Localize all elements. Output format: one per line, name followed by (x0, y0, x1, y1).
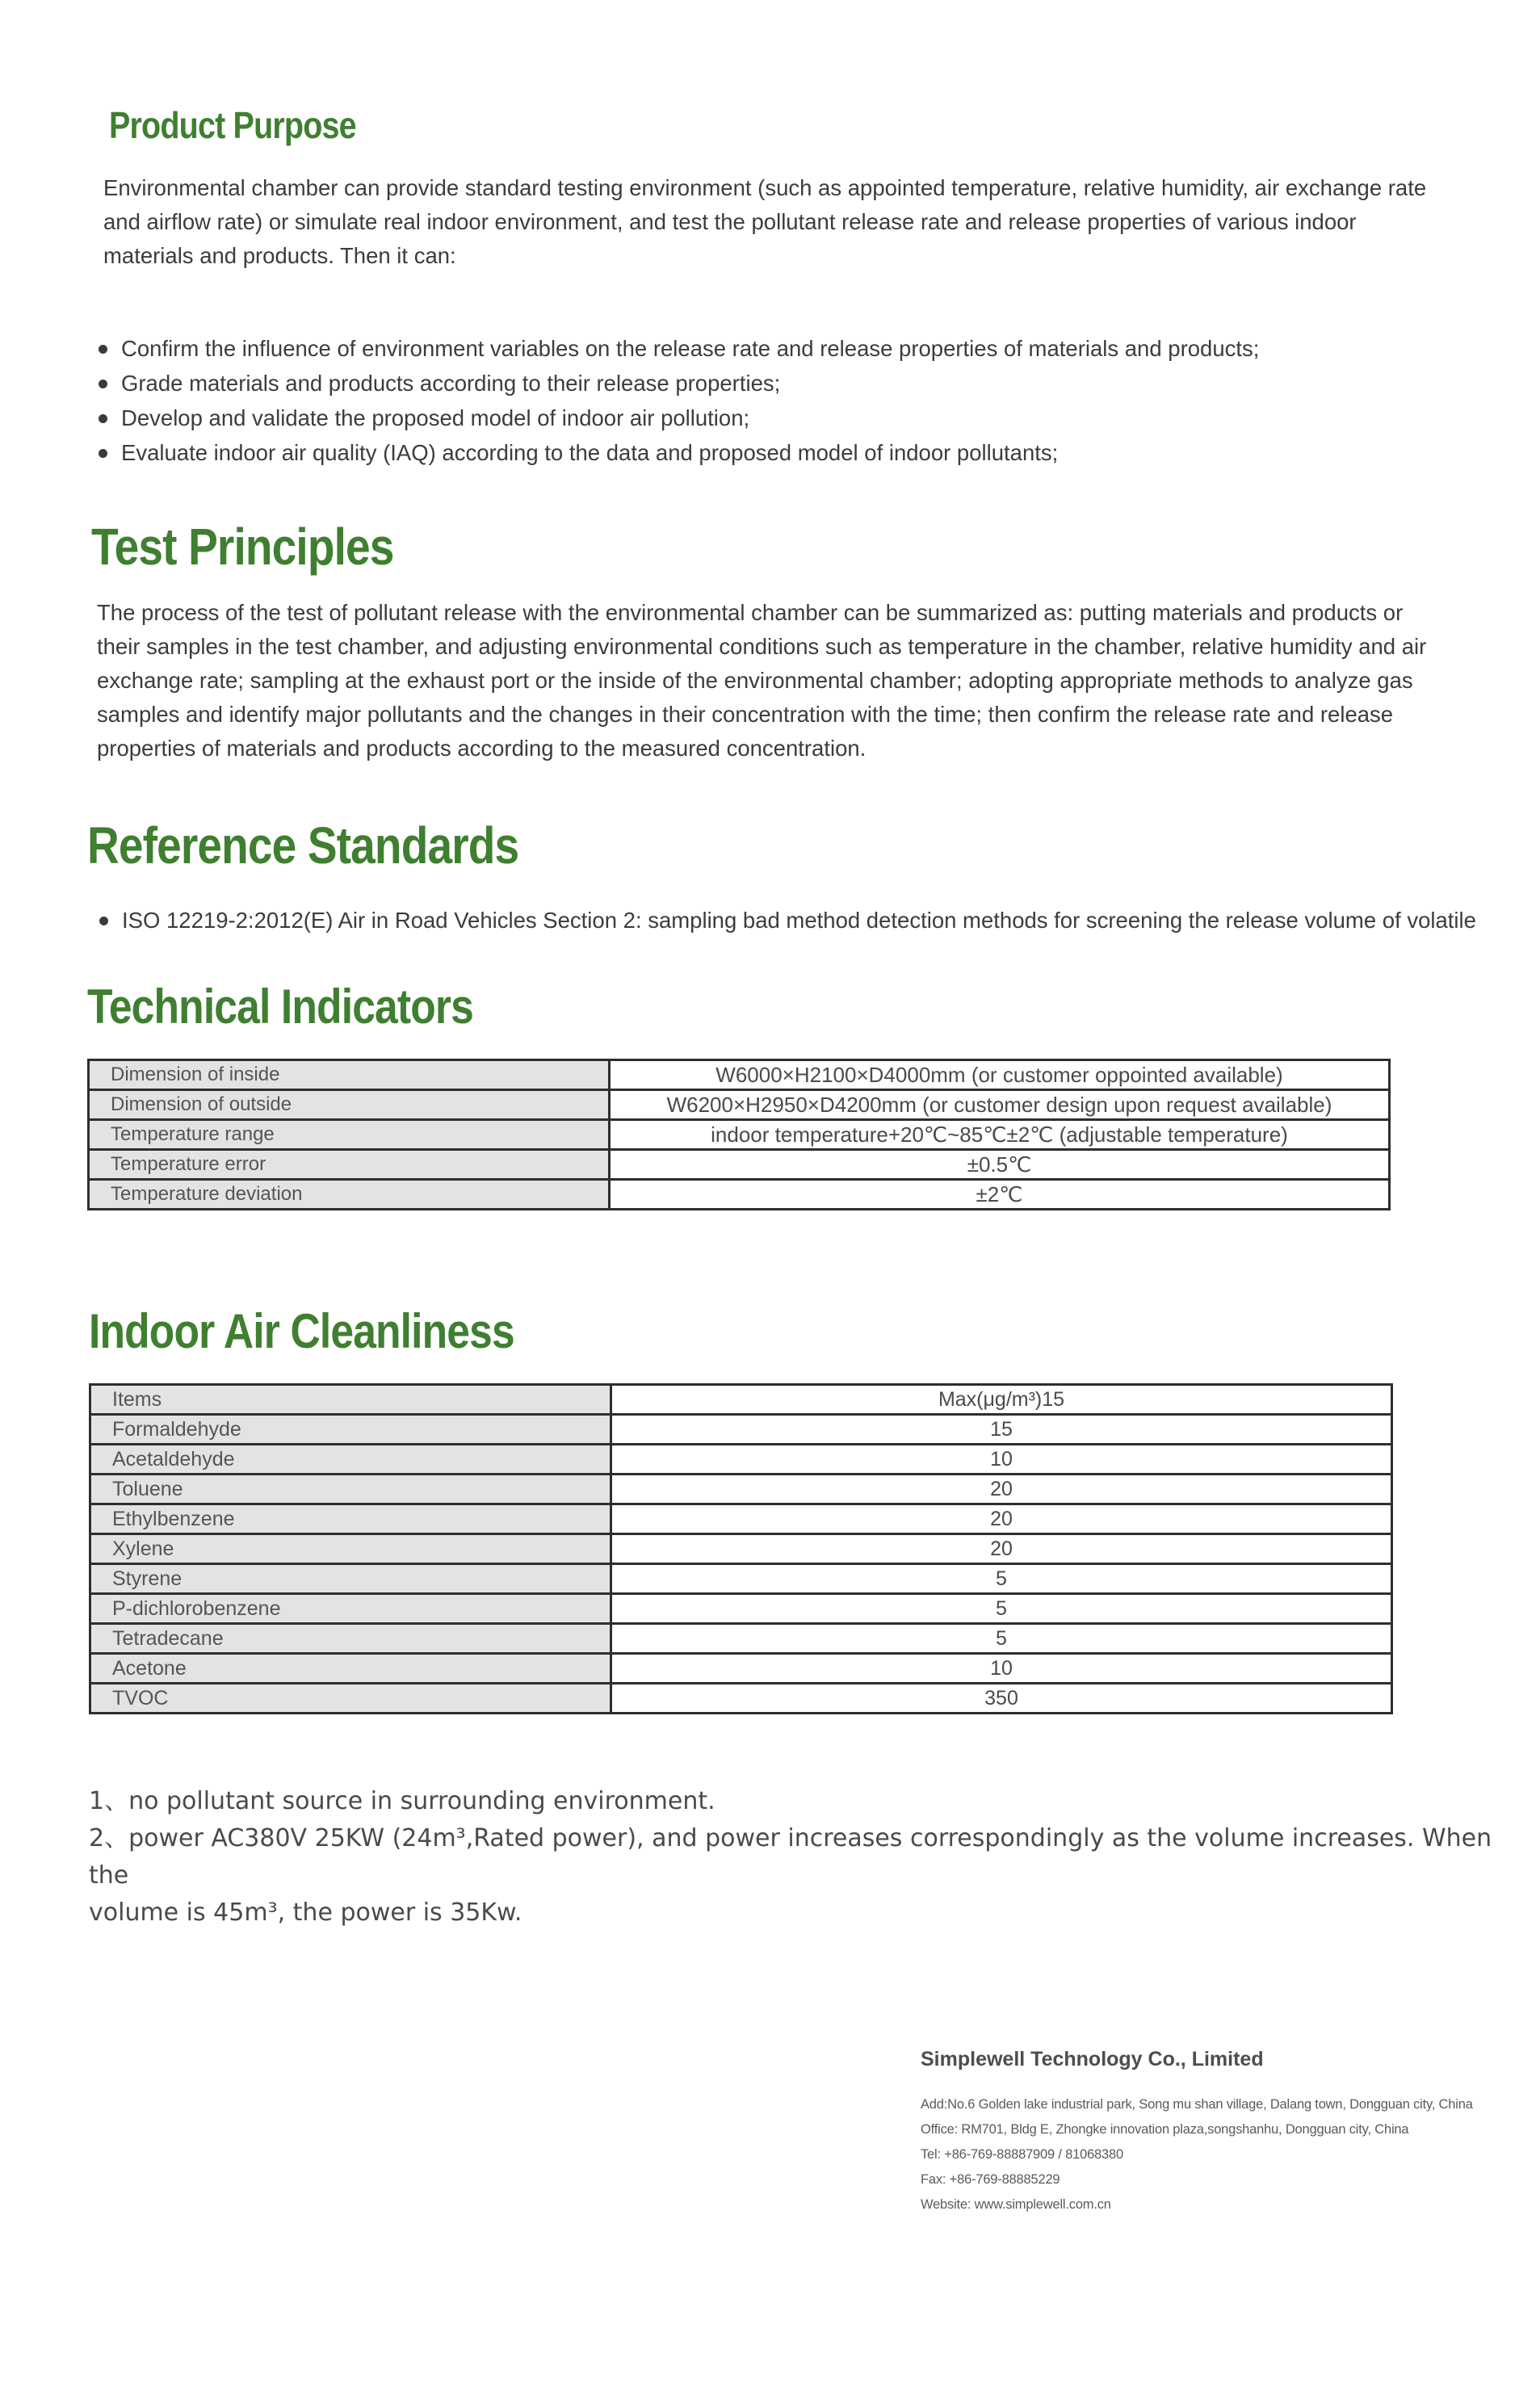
table-row (90, 1415, 1392, 1445)
test-principles-body (97, 596, 1486, 766)
company-footer (921, 2048, 1473, 2217)
indicator-value: indoor temperature+20℃~85℃±2℃ (adjustable temperature) (610, 1120, 1390, 1150)
column-header-max: Max(μg/m³)15 (611, 1385, 1392, 1415)
pollutant-max: 20 (611, 1475, 1392, 1504)
table-row (90, 1684, 1392, 1714)
product-purpose-intro (103, 171, 1476, 273)
test-principles-title: Test Principles (91, 518, 394, 576)
office-line: Office: RM701, Bldg E, Zhongke innovation plaza,songshanhu, Dongguan city, China (921, 2122, 1409, 2137)
pollutant-max: 10 (611, 1445, 1392, 1475)
tel-line: Tel: +86-769-88887909 / 81068380 (921, 2147, 1123, 2162)
contact-info (921, 2092, 1473, 2217)
pollutant-max: 15 (611, 1415, 1392, 1445)
pollutant-max: 5 (611, 1564, 1392, 1594)
table-row (90, 1445, 1392, 1475)
pollutant-max: 20 (611, 1504, 1392, 1534)
pollutant-max: 20 (611, 1534, 1392, 1564)
pollutant-max: 5 (611, 1624, 1392, 1654)
table-row (89, 1090, 1390, 1120)
pollutant-name: TVOC (90, 1684, 611, 1714)
principles-line: exchange rate; sampling at the exhaust port or the inside of the environmental chamber; adopting appropriate methods to analyze gas (97, 668, 1413, 693)
company-name: Simplewell Technology Co., Limited (921, 2048, 1264, 2070)
principles-line: properties of materials and products according to the measured concentration. (97, 736, 867, 761)
purpose-bullet-list (97, 331, 1259, 470)
website-line: Website: www.simplewell.com.cn (921, 2197, 1111, 2212)
pollutant-name: Acetaldehyde (90, 1445, 611, 1475)
reference-standards-title: Reference Standards (87, 816, 519, 875)
table-row (89, 1180, 1390, 1210)
pollutant-name: Toluene (90, 1475, 611, 1504)
pollutant-name: Xylene (90, 1534, 611, 1564)
list-item: Grade materials and products according to their release properties; (97, 366, 1259, 401)
pollutant-name: Styrene (90, 1564, 611, 1594)
pollutant-name: Formaldehyde (90, 1415, 611, 1445)
indicator-value: W6000×H2100×D4000mm (or customer oppointed available) (610, 1060, 1390, 1090)
fax-line: Fax: +86-769-88885229 (921, 2172, 1060, 2187)
table-row (90, 1534, 1392, 1564)
list-item: Evaluate indoor air quality (IAQ) according to the data and proposed model of indoor pollutants; (97, 435, 1259, 470)
table-row (90, 1564, 1392, 1594)
intro-line: and airflow rate) or simulate real indoor environment, and test the pollutant release rate and release properties of various indoor (103, 209, 1357, 234)
indicator-label: Temperature range (89, 1120, 610, 1150)
table-row (89, 1120, 1390, 1150)
address-line: Add:No.6 Golden lake industrial park, Song mu shan village, Dalang town, Dongguan city, China (921, 2097, 1473, 2112)
principles-line: their samples in the test chamber, and adjusting environmental conditions such as temperature in the chamber, relative humidity and air (97, 634, 1427, 659)
indicator-value: ±0.5℃ (610, 1150, 1390, 1180)
table-row (90, 1624, 1392, 1654)
indicator-value: ±2℃ (610, 1180, 1390, 1210)
indicator-value: W6200×H2950×D4200mm (or customer design upon request available) (610, 1090, 1390, 1120)
intro-line: materials and products. Then it can: (103, 243, 456, 268)
indoor-air-cleanliness-title: Indoor Air Cleanliness (89, 1304, 514, 1358)
indicator-label: Temperature error (89, 1150, 610, 1180)
technical-indicators-title: Technical Indicators (87, 980, 473, 1034)
table-row (89, 1150, 1390, 1180)
intro-line: Environmental chamber can provide standard testing environment (such as appointed temperature, relative humidity, air exchange rate (103, 175, 1427, 200)
pollutant-max: 350 (611, 1684, 1392, 1714)
list-item: Develop and validate the proposed model of indoor air pollution; (97, 401, 1259, 435)
pollutant-name: Tetradecane (90, 1624, 611, 1654)
table-row (90, 1654, 1392, 1684)
note-line: 1、no pollutant source in surrounding environment. (89, 1787, 715, 1815)
pollutant-name: Ethylbenzene (90, 1504, 611, 1534)
pollutant-name: Acetone (90, 1654, 611, 1684)
table-row (89, 1060, 1390, 1090)
table-row (90, 1475, 1392, 1504)
table-row (90, 1594, 1392, 1624)
table-header-row (90, 1385, 1392, 1415)
principles-line: samples and identify major pollutants and the changes in their concentration with the time; then confirm the release rate and release (97, 702, 1394, 727)
table-row (90, 1504, 1392, 1534)
list-item: Confirm the influence of environment variables on the release rate and release properties of materials and products; (97, 331, 1259, 366)
indoor-air-cleanliness-table (89, 1383, 1393, 1714)
standards-bullet-list (98, 903, 1476, 938)
column-header-items: Items (90, 1385, 611, 1415)
principles-line: The process of the test of pollutant release with the environmental chamber can be summarized as: putting materials and products or (97, 600, 1404, 625)
note-line: 2、power AC380V 25KW (24m³,Rated power), and power increases correspondingly as the volume increases. When the (89, 1824, 1492, 1890)
notes-section (89, 1783, 1510, 1932)
indicator-label: Dimension of inside (89, 1060, 610, 1090)
indicator-label: Temperature deviation (89, 1180, 610, 1210)
indicator-label: Dimension of outside (89, 1090, 610, 1120)
pollutant-max: 5 (611, 1594, 1392, 1624)
pollutant-max: 10 (611, 1654, 1392, 1684)
pollutant-name: P-dichlorobenzene (90, 1594, 611, 1624)
product-purpose-title: Product Purpose (109, 104, 356, 146)
list-item: ISO 12219-2:2012(E) Air in Road Vehicles Section 2: sampling bad method detection methods for screening the release volume of volatile (98, 903, 1476, 938)
technical-indicators-table (87, 1059, 1391, 1210)
note-line: volume is 45m³, the power is 35Kw. (89, 1898, 522, 1927)
